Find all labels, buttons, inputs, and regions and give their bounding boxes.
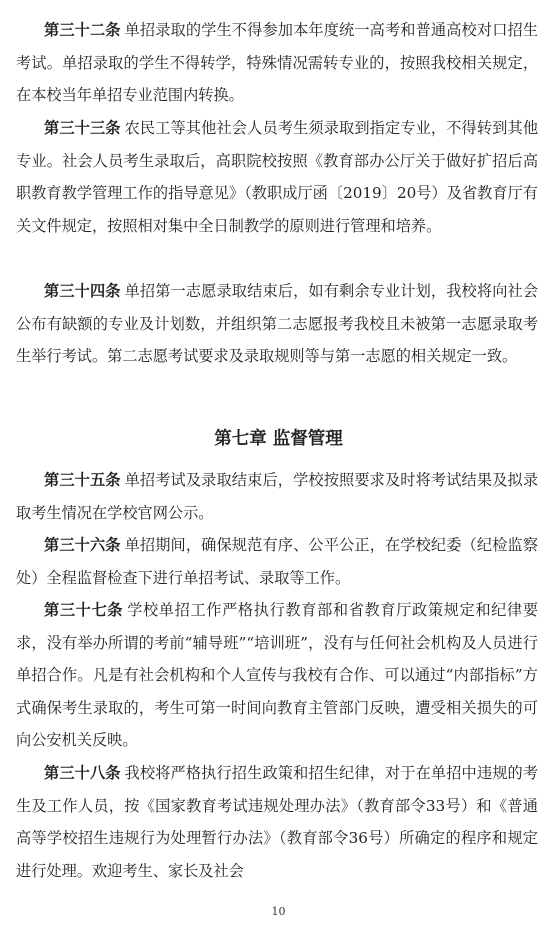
article-33-text: 农民工等其他社会人员考生须录取到指定专业，不得转到其他专业。社会人员考生录取后，高职院校按照《教育部办公厅关于做好扩招后高职教育教学管理工作的指导意见》（教职成厅函〔2019〕20号）及省教育厅有关文件规定，按照相对集中全日制教学的原则进行管理和培养。 <box>16 119 539 235</box>
article-32-paragraph <box>16 14 538 112</box>
chapter-heading: 第七章 监督管理 <box>214 429 343 449</box>
article-34-text: 单招第一志愿录取结束后，如有剩余专业计划，我校将向社会公布有缺额的专业及计划数，并组织第二志愿报考我校且未被第一志愿录取考生举行考试。第二志愿考试要求及录取规则等与第一志愿的相关规定一致。 <box>16 282 539 365</box>
article-37-paragraph <box>16 594 538 757</box>
article-36-paragraph <box>16 529 538 594</box>
article-38-label: 第三十八条 <box>44 764 121 782</box>
article-32-text: 单招录取的学生不得参加本年度统一高考和普通高校对口招生考试。单招录取的学生不得转学，特殊情况需转专业的，按照我校相关规定，在本校当年单招专业范围内转换。 <box>16 21 539 104</box>
article-33-paragraph <box>16 112 538 242</box>
article-32-label: 第三十二条 <box>44 21 121 39</box>
article-36-label: 第三十六条 <box>44 536 121 554</box>
article-37-label: 第三十七条 <box>44 601 124 619</box>
article-35-text: 单招考试及录取结束后，学校按照要求及时将考试结果及拟录取考生情况在学校官网公示。 <box>16 471 539 522</box>
article-34-paragraph <box>16 275 538 373</box>
article-38-paragraph <box>16 757 538 887</box>
article-36-text: 单招期间，确保规范有序、公平公正，在学校纪委（纪检监察处）全程监督检查下进行单招考试、录取等工作。 <box>16 536 539 587</box>
article-37-text: 学校单招工作严格执行教育部和省教育厅政策规定和纪律要求，没有举办所谓的考前“辅导班”“培训班”，没有与任何社会机构及人员进行单招合作。凡是有社会机构和个人宣传与我校有合作、可以通过“内部指标”方式确保考生录取的，考生可第一时间向教育主管部门反映，遭受相关损失的可向公安机关反映。 <box>16 601 539 749</box>
article-38-text: 我校将严格执行招生政策和招生纪律，对于在单招中违规的考生及工作人员，按《国家教育考试违规处理办法》（教育部令33号）和《普通高等学校招生违规行为处理暂行办法》（教育部令36号）所确定的程序和规定进行处理。欢迎考生、家长及社会 <box>16 764 539 880</box>
article-34-label: 第三十四条 <box>44 282 121 300</box>
article-35-label: 第三十五条 <box>44 471 121 489</box>
article-35-paragraph <box>16 464 538 529</box>
page-number: 10 <box>271 905 286 918</box>
article-33-label: 第三十三条 <box>44 119 121 137</box>
